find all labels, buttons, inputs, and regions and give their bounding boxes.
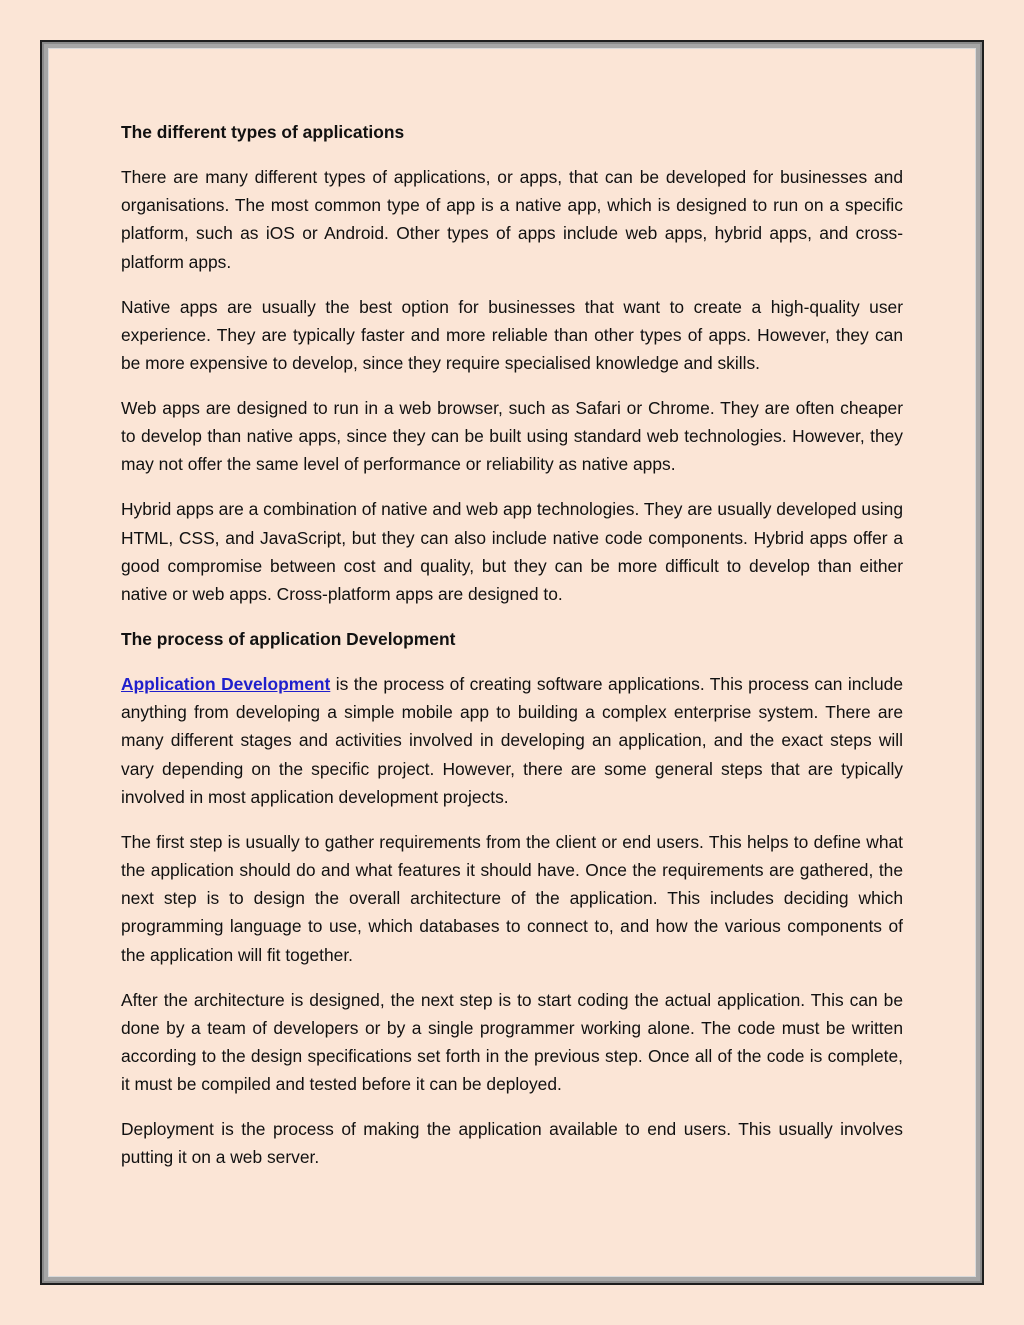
paragraph-hybrid-apps: Hybrid apps are a combination of native and web app technologies. They are usually developed using HTML, CSS, and JavaScript, but they can also include native code components. Hybrid apps offer a good compromise between cost and quality, but they can be more difficult to develop than either native or web apps. Cross-platform apps are designed to. — [121, 499, 903, 605]
paragraph-deployment: Deployment is the process of making the application available to end users. This usually involves putting it on a web server. — [121, 1119, 903, 1168]
paragraph-requirements: The first step is usually to gather requirements from the client or end users. This helps to define what the application should do and what features it should have. Once the requirements are gathered, the next step is to design the overall architecture of the application. This includes deciding which programming language to use, which databases to connect to, and how the various components of the application will fit together. — [121, 831, 903, 965]
application-development-link[interactable]: Application Development — [121, 674, 331, 695]
document-body — [121, 118, 903, 1188]
paragraph-coding: After the architecture is designed, the next step is to start coding the actual application. This can be done by a team of developers or by a single programmer working alone. The code must be written according to the design specifications set forth in the previous step. Once all of the code is complete, it must be compiled and tested before it can be deployed. — [121, 989, 903, 1095]
paragraph-types-intro: There are many different types of applications, or apps, that can be developed for businesses and organisations. The most common type of app is a native app, which is designed to run on a specific platform, such as iOS or Android. Other types of apps include web apps, hybrid apps, and cross-platform apps. — [121, 167, 903, 272]
section-heading-types: The different types of applications — [121, 122, 405, 142]
paragraph-native-apps: Native apps are usually the best option for businesses that want to create a high-quality user experience. They are typically faster and more reliable than other types of apps. However, they can be more expensive to develop, since they require specialised knowledge and skills. — [121, 296, 903, 374]
paragraph-web-apps: Web apps are designed to run in a web browser, such as Safari or Chrome. They are often cheaper to develop than native apps, since they can be built using standard web technologies. However, they may not offer the same level of performance or reliability as native apps. — [121, 398, 903, 475]
paragraph-app-development — [121, 670, 903, 811]
paragraph-app-development-text: is the process of creating software applications. This process can include anything from developing a simple mobile app to building a complex enterprise system. There are many different stages and activities involved in developing an application, and the exact steps will vary depending on the specific project. However, there are some general steps that are typically involved in most application development projects. — [121, 674, 903, 807]
section-heading-process: The process of application Development — [121, 629, 456, 650]
